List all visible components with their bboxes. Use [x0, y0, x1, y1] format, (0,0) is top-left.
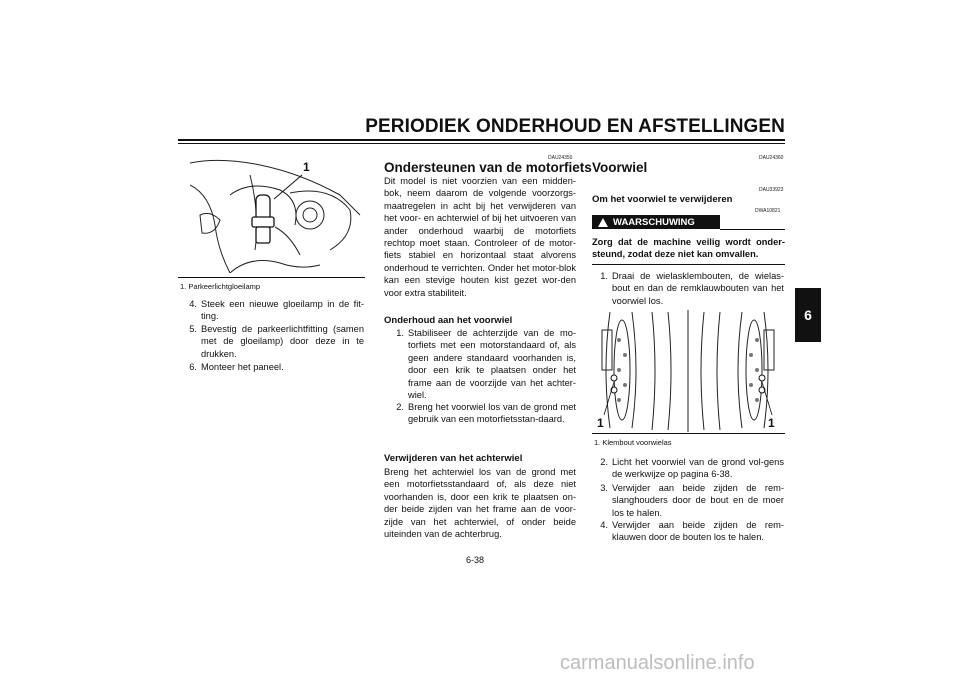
list-number: 1.: [600, 271, 608, 281]
figure-callout-1: 1: [303, 160, 310, 174]
list-item: [600, 456, 784, 481]
list-text: Steek een nieuwe gloeilamp in de fit-ting.: [201, 299, 364, 322]
list-number: 5.: [189, 324, 197, 334]
list-number: 2.: [396, 402, 404, 412]
warning-label: WAARSCHUWING: [613, 216, 695, 228]
front-wheel-figure: [592, 310, 785, 432]
parking-bulb-illustration: [190, 155, 362, 273]
subsection-title: Verwijderen van het achterwiel: [384, 453, 523, 464]
warning-text: Zorg dat de machine veilig wordt onder-steund, zodat deze niet kan omvallen.: [592, 237, 785, 260]
list-item: [189, 361, 364, 373]
header-rule-thin: [178, 143, 785, 144]
figure-callout-1-left: 1: [597, 416, 604, 430]
list-number: 4.: [189, 299, 197, 309]
warning-code: DWA10821: [755, 208, 781, 214]
axle-clamp-illustration: [592, 310, 785, 432]
section-code: DAU24360: [759, 155, 784, 161]
section-intro: Dit model is niet voorzien van een midden-bok, neem daarom de volgende voorzorgs-maatregelen in acht bij het verwijderen van het voor- en achterwiel of bij het uitvoeren van ander onderhoud waarbij de motorfiets rechtop moet staan. Controleer of de motor-fiets stabiel en horizontaal staat alvorens onderhoud te verrichten. Onder het motor-blok kan een stevige houten kist gezet wor-den voor extra stabiliteit.: [384, 176, 576, 298]
figure-caption: 1. Parkeerlichtgloeilamp: [180, 282, 261, 291]
section-title: Ondersteunen van de motorfiets: [384, 160, 592, 175]
page-header-title: PERIODIEK ONDERHOUD EN AFSTELLINGEN: [365, 116, 785, 137]
list-item: [600, 482, 784, 519]
list-text: Stabiliseer de achterzijde van de mo-torfiets met een motorstandaard of, als geen andere standaard voorhanden is, door een krik te plaatsen onder het frame aan de voorzijde van het achter-wiel.: [408, 328, 576, 401]
list-number: 3.: [600, 483, 608, 493]
list-item: [600, 270, 784, 307]
list-text: Bevestig de parkeerlichtfitting (samen met de gloeilamp) door deze in te drukken.: [201, 324, 364, 359]
subsection-text: Breng het achterwiel los van de grond met een motorfietsstandaard of, als deze niet voorhanden is, door een krik te plaatsen on-der beide zijden van het frame aan de voor-zijde van het achterwiel, of onder beide uiteinden van de achterbrug.: [384, 467, 576, 540]
section-title: Voorwiel: [592, 160, 648, 175]
warning-rule: [720, 229, 785, 230]
warning-icon: [598, 218, 608, 227]
subsection-code: DAU33923: [759, 187, 784, 193]
list-item: [600, 519, 784, 544]
list-text: Draai de wielasklembouten, de wielas-bout en dan de remklauwbouten van het voorwiel los.: [612, 271, 784, 306]
list-text: Breng het voorwiel los van de grond met gebruik van een motorfietsstan-daard.: [408, 402, 576, 425]
list-number: 1.: [396, 328, 404, 338]
list-text: Licht het voorwiel van de grond vol-gens de werkwijze op pagina 6-38.: [612, 457, 784, 480]
page-number: 6-38: [466, 555, 485, 565]
list-text: Verwijder aan beide zijden de rem-klauwen door de bouten los te halen.: [612, 520, 784, 543]
figure-caption: 1. Klembout voorwielas: [594, 438, 672, 447]
list-item: [396, 401, 576, 426]
list-text: Monteer het paneel.: [201, 362, 284, 372]
list-number: 2.: [600, 457, 608, 467]
header-rule: [178, 139, 785, 141]
list-number: 4.: [600, 520, 608, 530]
figure-rule: [592, 433, 785, 434]
figure-rule: [178, 277, 365, 278]
section-code: DAU24350: [548, 155, 573, 161]
warning-end-rule: [592, 264, 785, 265]
list-item: [396, 327, 576, 401]
watermark: carmanualsonline.info: [560, 652, 755, 674]
warning-badge: [592, 215, 720, 229]
chapter-tab: 6: [795, 288, 821, 342]
bulb-figure: [190, 155, 362, 273]
list-item: [189, 298, 364, 323]
subsection-title: Onderhoud aan het voorwiel: [384, 315, 513, 326]
list-number: 6.: [189, 362, 197, 372]
list-text: Verwijder aan beide zijden de rem-slanghouders door de bout en de moer los te halen.: [612, 483, 784, 518]
figure-callout-1-right: 1: [768, 416, 775, 430]
subsection-title: Om het voorwiel te verwijderen: [592, 194, 733, 205]
list-item: [189, 323, 364, 360]
